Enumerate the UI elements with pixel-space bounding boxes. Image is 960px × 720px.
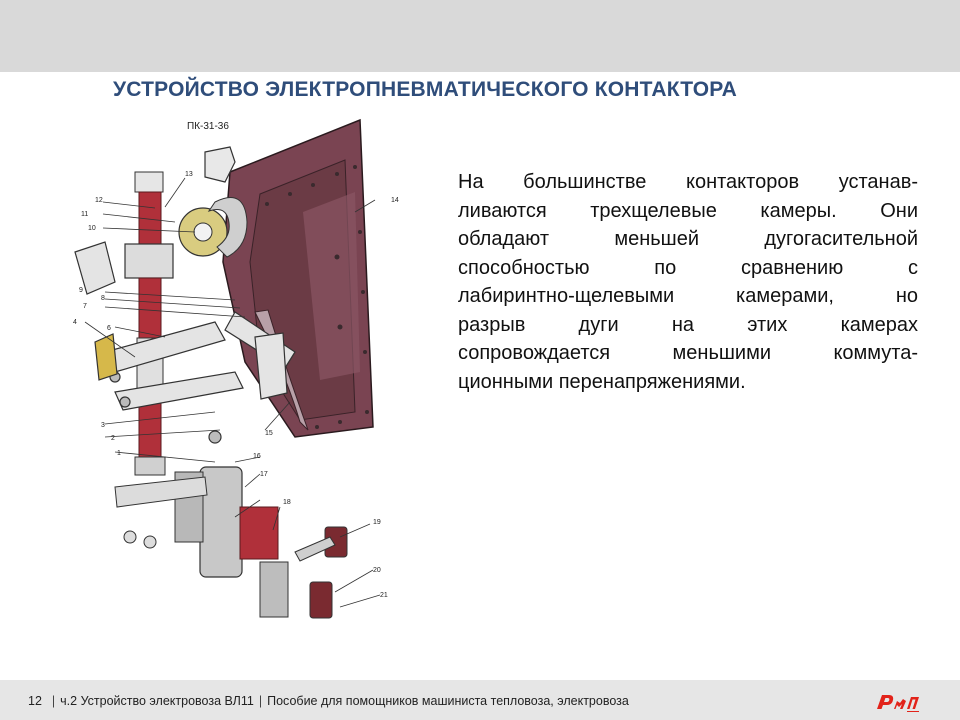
callout-label: 2 [111, 435, 115, 442]
description-line: разрыв дуги на этих камерах [458, 313, 918, 336]
callout-label: 13 [185, 171, 193, 178]
page-number: 12 [28, 694, 42, 708]
contactor-illustration [55, 112, 415, 627]
description-line: ционными перенапряжениями. [458, 370, 746, 393]
footer-caption [28, 692, 629, 710]
callout-label: 19 [373, 519, 381, 526]
callout-label: 8 [101, 295, 105, 302]
callout-label: 9 [79, 287, 83, 294]
description-line: лабиринтно-щелевыми камерами, но [458, 285, 918, 307]
callout-label: 18 [283, 499, 291, 506]
description-line: сопровождается меньшими коммута- [458, 342, 918, 364]
callout-label: 15 [265, 430, 273, 437]
arc-chute [223, 120, 373, 437]
header-band [0, 0, 960, 72]
model-label: ПК-31-36 [187, 121, 229, 132]
footer-manual: Пособие для помощников машиниста тепловоза, электровоза [267, 694, 629, 708]
callout-label: 20 [373, 567, 381, 574]
callout-label: 17 [260, 471, 268, 478]
pneumatic-drive [115, 467, 347, 618]
footer-separator: | [51, 694, 56, 708]
callout-label: 3 [101, 422, 105, 429]
footer-part: ч.2 Устройство электровоза ВЛ11 [60, 694, 254, 708]
callout-label: 1 [117, 450, 121, 457]
rzd-logo-icon [874, 690, 922, 712]
callout-label: 14 [391, 197, 399, 204]
slide-title: УСТРОЙСТВО ЭЛЕКТРОПНЕВМАТИЧЕСКОГО КОНТАКТОРА [113, 78, 738, 101]
footer-separator: | [258, 694, 263, 708]
description-line: способностью по сравнению с [458, 256, 918, 279]
callout-label: 11 [81, 211, 89, 218]
blowout-assembly [179, 147, 247, 257]
callout-label: 10 [88, 225, 96, 232]
callout-label: 7 [83, 303, 87, 310]
callout-label: 4 [73, 319, 77, 326]
description-line: обладают меньшей дугогасительной [458, 228, 918, 250]
description-line: На большинстве контакторов устанав- [458, 171, 918, 193]
callout-label: 12 [95, 197, 103, 204]
callout-label: 6 [107, 325, 111, 332]
callout-label: 21 [380, 592, 388, 599]
description-text [458, 168, 918, 396]
description-line: ливаются трехщелевые камеры. Они [458, 199, 918, 222]
callout-label: 16 [253, 453, 261, 460]
